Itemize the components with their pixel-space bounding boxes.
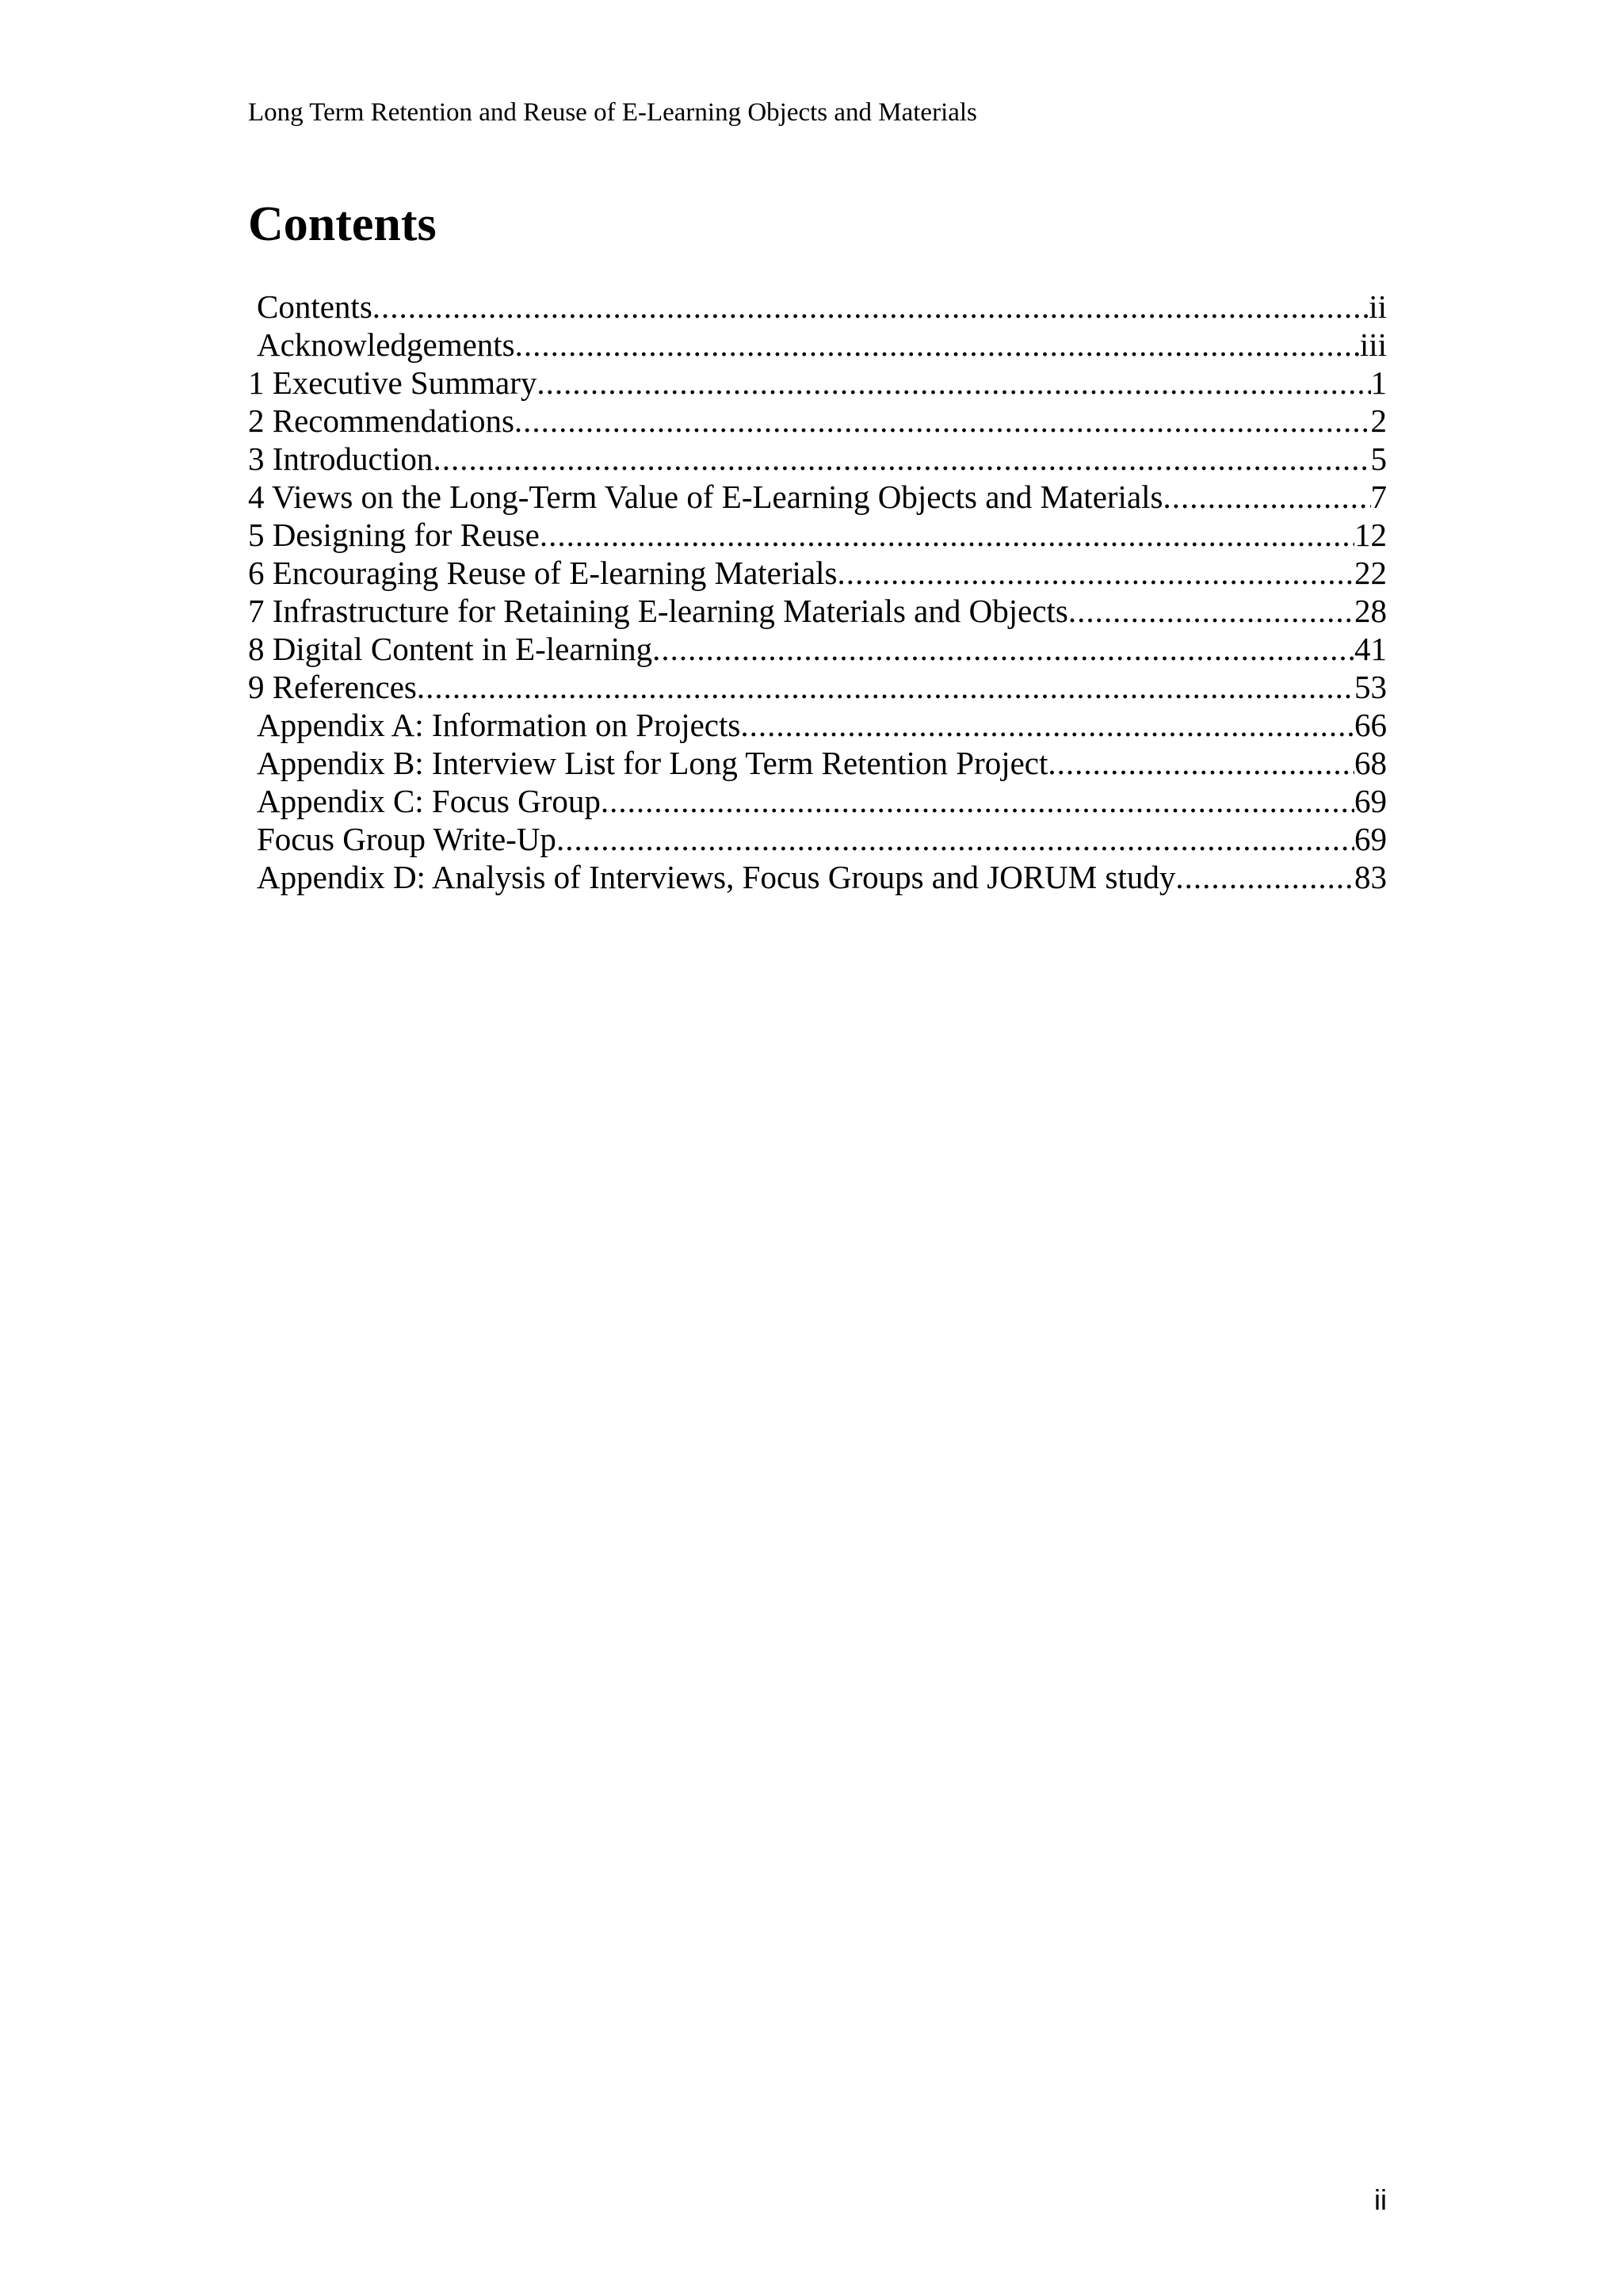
toc-entry[interactable]	[248, 288, 1387, 326]
toc-dot-leader	[1048, 744, 1354, 782]
running-header: Long Term Retention and Reuse of E-Learning Objects and Materials	[248, 98, 977, 127]
toc-dot-leader	[417, 668, 1354, 706]
toc-entry[interactable]	[248, 744, 1387, 782]
page-number: ii	[1374, 2183, 1387, 2216]
toc-entry-title: 1 Executive Summary	[248, 364, 537, 401]
toc-entry-title: 5 Designing for Reuse	[248, 517, 540, 553]
toc-entry[interactable]	[248, 630, 1387, 668]
toc-entry[interactable]	[248, 706, 1387, 744]
toc-entry[interactable]	[248, 592, 1387, 630]
toc-dot-leader	[372, 288, 1369, 326]
toc-entry-title: 9 References	[248, 669, 417, 705]
toc-entry-page-number: 66	[1354, 707, 1387, 743]
toc-entry-title: Appendix B: Interview List for Long Term Retention Project	[257, 745, 1048, 781]
toc-dot-leader	[537, 364, 1370, 402]
toc-dot-leader	[433, 440, 1370, 478]
toc-entry-title: Focus Group Write-Up	[257, 821, 556, 857]
toc-entry[interactable]	[248, 516, 1387, 554]
toc-entry-title: 2 Recommendations	[248, 402, 514, 439]
toc-entry-page-number: 83	[1354, 859, 1387, 895]
table-of-contents	[248, 288, 1387, 896]
toc-entry-page-number: 12	[1354, 517, 1387, 553]
toc-dot-leader	[1163, 478, 1371, 516]
toc-entry-page-number: 69	[1354, 783, 1387, 819]
toc-entry-page-number: ii	[1369, 288, 1387, 325]
toc-entry-page-number: 68	[1354, 745, 1387, 781]
toc-dot-leader	[514, 402, 1371, 440]
toc-entry[interactable]	[248, 478, 1387, 516]
toc-dot-leader	[556, 820, 1354, 858]
toc-entry-title: Acknowledgements	[257, 326, 515, 363]
toc-dot-leader	[1175, 858, 1354, 896]
toc-dot-leader	[515, 326, 1360, 364]
toc-dot-leader	[652, 630, 1354, 668]
toc-entry-page-number: 28	[1354, 593, 1387, 629]
toc-entry-page-number: 22	[1354, 555, 1387, 591]
toc-entry-title: 4 Views on the Long-Term Value of E-Learning Objects and Materials	[248, 479, 1163, 515]
toc-entry-page-number: 1	[1370, 364, 1387, 401]
toc-entry[interactable]	[248, 820, 1387, 858]
toc-entry-title: Appendix A: Information on Projects	[257, 707, 741, 743]
toc-entry[interactable]	[248, 668, 1387, 706]
toc-entry[interactable]	[248, 440, 1387, 478]
toc-entry-title: Contents	[257, 288, 372, 325]
toc-dot-leader	[740, 706, 1354, 744]
toc-entry[interactable]	[248, 782, 1387, 820]
toc-dot-leader	[837, 554, 1354, 592]
toc-entry-page-number: 2	[1370, 402, 1387, 439]
toc-dot-leader	[540, 516, 1354, 554]
toc-dot-leader	[601, 782, 1354, 820]
toc-entry-title: Appendix C: Focus Group	[257, 783, 601, 819]
toc-entry[interactable]	[248, 858, 1387, 896]
toc-dot-leader	[1068, 592, 1354, 630]
toc-entry-title: 7 Infrastructure for Retaining E-learning Materials and Objects	[248, 593, 1068, 629]
toc-entry[interactable]	[248, 554, 1387, 592]
toc-entry-page-number: 69	[1354, 821, 1387, 857]
toc-entry-page-number: iii	[1359, 326, 1387, 363]
toc-entry-page-number: 53	[1354, 669, 1387, 705]
toc-entry[interactable]	[248, 402, 1387, 440]
toc-entry-title: 6 Encouraging Reuse of E-learning Materials	[248, 555, 838, 591]
toc-entry[interactable]	[248, 326, 1387, 364]
toc-entry-title: Appendix D: Analysis of Interviews, Focus Groups and JORUM study	[257, 859, 1176, 895]
toc-entry-page-number: 5	[1370, 441, 1387, 477]
toc-entry-title: 3 Introduction	[248, 441, 433, 477]
toc-entry[interactable]	[248, 364, 1387, 402]
page-title: Contents	[248, 197, 437, 251]
toc-entry-page-number: 41	[1354, 631, 1387, 667]
toc-entry-page-number: 7	[1370, 479, 1387, 515]
toc-entry-title: 8 Digital Content in E-learning	[248, 631, 653, 667]
